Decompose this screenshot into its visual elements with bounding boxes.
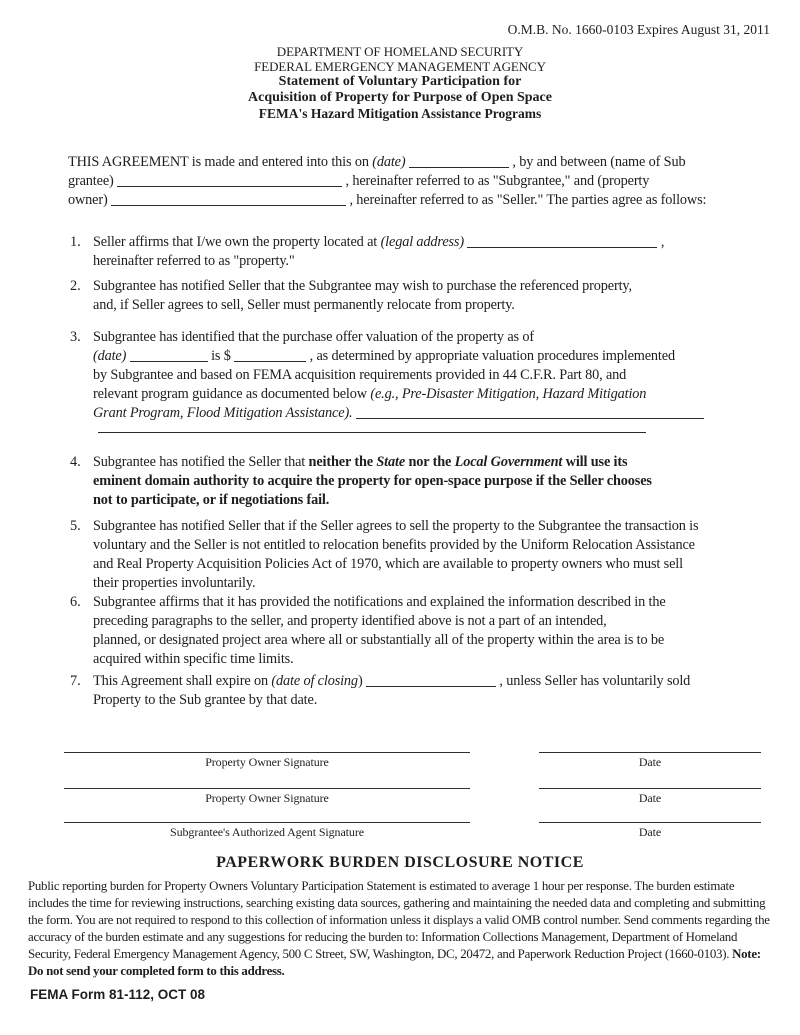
text-run: Grant Program, Flood Mitigation Assistance). — [93, 405, 353, 421]
paperwork-notice-title: PAPERWORK BURDEN DISCLOSURE NOTICE — [216, 854, 584, 871]
text-run: acquired within specific time limits. — [93, 651, 294, 667]
item-number-1: 1. — [70, 234, 81, 250]
item-number-2: 2. — [70, 278, 81, 294]
fill-in-blank[interactable] — [409, 155, 509, 168]
paperwork-notice-text — [28, 878, 776, 980]
signature-row-3 — [64, 822, 764, 852]
item-number-5: 5. — [70, 518, 81, 534]
signature-column-1 — [64, 752, 470, 770]
text-run: ) — [357, 673, 366, 689]
signature-label-1: Property Owner Signature — [205, 755, 329, 769]
signature-label-3: Subgrantee's Authorized Agent Signature — [170, 825, 364, 839]
text-run: Local Government — [454, 454, 563, 470]
text-run: Note: Do not send your completed form to this address. — [28, 947, 761, 978]
date-label-3: Date — [638, 825, 662, 839]
date-column-3 — [539, 822, 761, 840]
text-run: their properties involuntarily. — [93, 575, 256, 591]
item-number-7: 7. — [70, 673, 81, 689]
agreement-item-2 — [70, 277, 770, 315]
text-run: planned, or designated project area where all or substantially all of the property within the area is to be — [93, 632, 665, 648]
signature-row-1 — [64, 752, 764, 782]
text-run: Subgrantee affirms that it has provided the notifications and explained the information described in the — [93, 594, 666, 610]
text-run: not to participate, or if negotiations fail. — [93, 492, 330, 508]
date-label-2: Date — [638, 791, 662, 805]
text-run: Subgrantee has notified the Seller that — [93, 454, 309, 470]
text-run: hereinafter referred to as "property." — [93, 253, 295, 269]
agency-name-line1: DEPARTMENT OF HOMELAND SECURITY — [276, 44, 524, 59]
text-run: Property to the Sub grantee by that date. — [93, 692, 318, 708]
text-run: (date of closing — [271, 673, 358, 689]
fill-in-blank[interactable] — [467, 235, 657, 248]
item-text-7 — [93, 672, 770, 710]
text-run: Subgrantee has identified that the purchase offer valuation of the property as of — [93, 329, 534, 345]
text-run: is $ — [207, 348, 235, 364]
text-run: (e.g., Pre-Disaster Mitigation, Hazard Mitigation — [370, 386, 647, 402]
agreement-item-3 — [70, 328, 770, 423]
agreement-item-6 — [70, 593, 770, 669]
text-run: This Agreement shall expire on — [93, 673, 272, 689]
signature-row-2 — [64, 788, 764, 818]
fill-in-blank[interactable] — [356, 406, 704, 419]
text-run: (legal address) — [380, 234, 464, 250]
text-run: , unless Seller has voluntarily sold — [495, 673, 691, 689]
fill-in-blank[interactable] — [366, 674, 496, 687]
date-column-2 — [539, 788, 761, 806]
item-text-1 — [93, 233, 770, 271]
text-run: and, if Seller agrees to sell, Seller must permanently relocate from property. — [93, 297, 515, 313]
text-run: nor the — [405, 454, 455, 470]
text-run: owner) — [68, 192, 112, 208]
date-label-1: Date — [638, 755, 662, 769]
text-run: and Real Property Acquisition Policies Act of 1970, which are available to property owners who must sell — [93, 556, 683, 572]
item-number-3: 3. — [70, 329, 81, 345]
text-run: , — [657, 234, 665, 250]
form-title-line1: Statement of Voluntary Participation for — [278, 74, 522, 89]
agency-name-line2: FEDERAL EMERGENCY MANAGEMENT AGENCY — [254, 58, 546, 74]
text-run: Public reporting burden for Property Owners Voluntary Participation Statement is estimated to average 1 hour per response. The burden estimate includes the time for reviewing instructions, searching existing data sources, gathering and maintaining the needed data and completing and submitting the form. You are not required to respond to this collection of information unless it displays a valid OMB control number. Send comments regarding the accuracy of the burden estimate and any suggestions for reducing the burden to: Information Collections Management, Department of Homeland Security, Federal Emergency Management Agency, 500 C Street, SW, Washington, DC, 20472, and Paperwork Reduction Project (1660-0103). — [28, 879, 770, 961]
agreement-item-7 — [70, 672, 770, 710]
omb-number: O.M.B. No. 1660-0103 Expires August 31, 2011 — [507, 22, 770, 37]
text-run: (date) — [372, 154, 406, 170]
item-text-4 — [93, 453, 770, 510]
text-run: relevant program guidance as documented below — [93, 386, 371, 402]
agreement-item-5 — [70, 517, 770, 593]
agreement-intro-paragraph — [68, 153, 706, 210]
item-number-4: 4. — [70, 454, 81, 470]
signature-column-2 — [64, 788, 470, 806]
date-column-1 — [539, 752, 761, 770]
text-run: , hereinafter referred to as "Seller." The parties agree as follows: — [346, 192, 707, 208]
text-run: State — [376, 454, 406, 470]
text-run: grantee) — [68, 173, 118, 189]
text-run: will use its — [562, 454, 628, 470]
agreement-item-1 — [70, 233, 770, 271]
fill-in-blank[interactable] — [117, 174, 342, 187]
form-title-line2: Acquisition of Property for Purpose of Open Space — [248, 90, 552, 105]
text-run: by Subgrantee and based on FEMA acquisition requirements provided in 44 C.F.R. Part 80, and — [93, 367, 627, 383]
fill-in-blank[interactable] — [130, 349, 208, 362]
text-run: Subgrantee has notified Seller that if the Seller agrees to sell the property to the Subgrantee the transaction is — [93, 518, 699, 534]
signature-label-2: Property Owner Signature — [205, 791, 329, 805]
text-run: (date) — [93, 348, 127, 364]
signature-column-3 — [64, 822, 470, 840]
text-run: eminent domain authority to acquire the property for open-space purpose if the Seller chooses — [93, 473, 652, 489]
fill-in-blank[interactable] — [111, 193, 346, 206]
form-number: FEMA Form 81-112, OCT 08 — [30, 987, 206, 1002]
text-run: THIS AGREEMENT is made and entered into this on — [68, 154, 373, 170]
item-text-6 — [93, 593, 770, 669]
fill-in-blank[interactable] — [234, 349, 306, 362]
item-text-2 — [93, 277, 770, 315]
text-run: Subgrantee has notified Seller that the Subgrantee may wish to purchase the referenced property, — [93, 278, 632, 294]
text-run: preceding paragraphs to the seller, and property identified above is not a part of an intended, — [93, 613, 607, 629]
text-run: voluntary and the Seller is not entitled to relocation benefits provided by the Uniform Relocation Assistance — [93, 537, 695, 553]
item-text-3 — [93, 328, 770, 423]
item-number-6: 6. — [70, 594, 81, 610]
form-title-line3: FEMA's Hazard Mitigation Assistance Programs — [258, 106, 542, 121]
text-run: neither the — [308, 454, 377, 470]
agreement-item-4 — [70, 453, 770, 510]
program-guidance-blank-line[interactable] — [98, 432, 646, 433]
text-run: , as determined by appropriate valuation procedures implemented — [306, 348, 675, 364]
text-run: , by and between (name of Sub — [508, 154, 686, 170]
text-run: , hereinafter referred to as "Subgrantee," and (property — [342, 173, 650, 189]
text-run: Seller affirms that I/we own the property located at — [93, 234, 381, 250]
form-header — [0, 45, 800, 122]
item-text-5 — [93, 517, 770, 593]
